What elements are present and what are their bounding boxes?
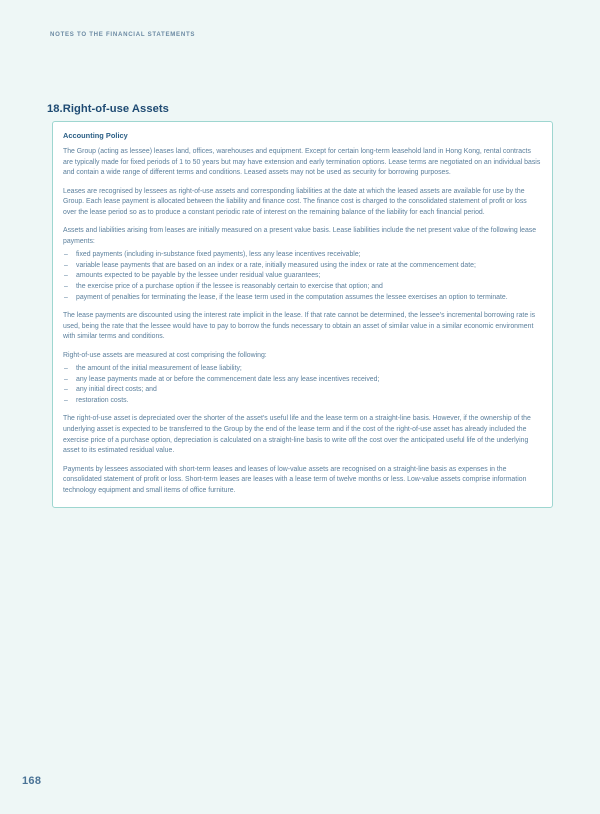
page-title: 18.Right-of-use Assets <box>47 103 169 115</box>
running-head: NOTES TO THE FINANCIAL STATEMENTS <box>50 31 196 38</box>
list-item-label: restoration costs. <box>76 396 129 404</box>
list-item-label: amounts expected to be payable by the lessee under residual value guarantees; <box>76 272 321 280</box>
dash-icon: – <box>64 396 68 404</box>
list-item <box>63 271 542 282</box>
list-item <box>63 364 542 375</box>
dash-icon: – <box>64 261 68 269</box>
lease-payments-list <box>63 250 542 303</box>
policy-paragraph-2: Leases are recognised by lessees as right-of-use assets and corresponding liabilities at the date at which the leased assets are available for use by the Group. Each lease payment is allocated between the liability and finance cost. The finance cost is charged to the consolidated statement of profit or loss over the lease period so as to produce a constant periodic rate of interest on the remaining balance of the liability for each financial period. <box>63 187 527 216</box>
accounting-policy-heading: Accounting Policy <box>63 131 128 140</box>
list-item-label: any lease payments made at or before the commencement date less any lease incentives received; <box>76 375 380 383</box>
dash-icon: – <box>64 293 68 301</box>
dash-icon: – <box>64 365 68 373</box>
accounting-policy-box <box>52 121 553 508</box>
list-item <box>63 385 542 396</box>
dash-icon: – <box>64 272 68 280</box>
dash-icon: – <box>64 283 68 291</box>
list-item-label: the exercise price of a purchase option if the lessee is reasonably certain to exercise that option; and <box>76 283 383 291</box>
policy-paragraph-3: Assets and liabilities arising from leases are initially measured on a present value basis. Lease liabilities include the net present value of the following lease payments: <box>63 227 537 245</box>
list-item-label: any initial direct costs; and <box>76 386 157 394</box>
policy-paragraph-4: The lease payments are discounted using the interest rate implicit in the lease. If that rate cannot be determined, the lessee's incremental borrowing rate is used, being the rate that the lessee would have to pay to borrow the funds necessary to obtain an asset of similar value in a similar economic environment with similar terms and conditions. <box>63 312 536 341</box>
list-item <box>63 261 542 272</box>
list-item <box>63 375 542 386</box>
policy-paragraph-5: Right-of-use assets are measured at cost comprising the following: <box>63 351 267 359</box>
list-item <box>63 282 542 293</box>
list-item-label: the amount of the initial measurement of lease liability; <box>76 365 242 373</box>
dash-icon: – <box>64 375 68 383</box>
list-item <box>63 293 542 304</box>
policy-paragraph-6: The right-of-use asset is depreciated over the shorter of the asset's useful life and the lease term on a straight-line basis. However, if the ownership of the underlying asset is expected to be transferred to the Group by the end of the lease term and if the cost of the right-of-use asset has already included the exercise price of a purchase option, depreciation is calculated on a straight-line basis to write off the cost over the anticipated useful life of the underlying asset to its estimated residual value. <box>63 415 531 455</box>
list-item <box>63 396 542 407</box>
page-number: 168 <box>22 775 42 787</box>
list-item-label: fixed payments (including in-substance fixed payments), less any lease incentives receivable; <box>76 251 361 259</box>
list-item-label: payment of penalties for terminating the lease, if the lease term used in the computation assumes the lessee exercises an option to terminate. <box>76 293 508 301</box>
dash-icon: – <box>64 251 68 259</box>
list-item-label: variable lease payments that are based on an index or a rate, initially measured using the index or rate at the commencement date; <box>76 261 476 269</box>
dash-icon: – <box>64 386 68 394</box>
list-item <box>63 250 542 261</box>
policy-paragraph-7: Payments by lessees associated with short-term leases and leases of low-value assets are recognised on a straight-line basis as expenses in the consolidated statement of profit or loss. Short-term leases are leases with a lease term of twelve months or less. Low-value assets comprise information technology equipment and small items of office furniture. <box>63 465 527 494</box>
cost-components-list <box>63 364 542 406</box>
policy-paragraph-1: The Group (acting as lessee) leases land, offices, warehouses and equipment. Except for certain long-term leasehold land in Hong Kong, rental contracts are typically made for fixed periods of 1 to 50 years but may have extension and early termination options. Lease terms are negotiated on an individual basis and contain a wide range of different terms and conditions. Leased assets may not be used as security for borrowing purposes. <box>63 148 541 177</box>
